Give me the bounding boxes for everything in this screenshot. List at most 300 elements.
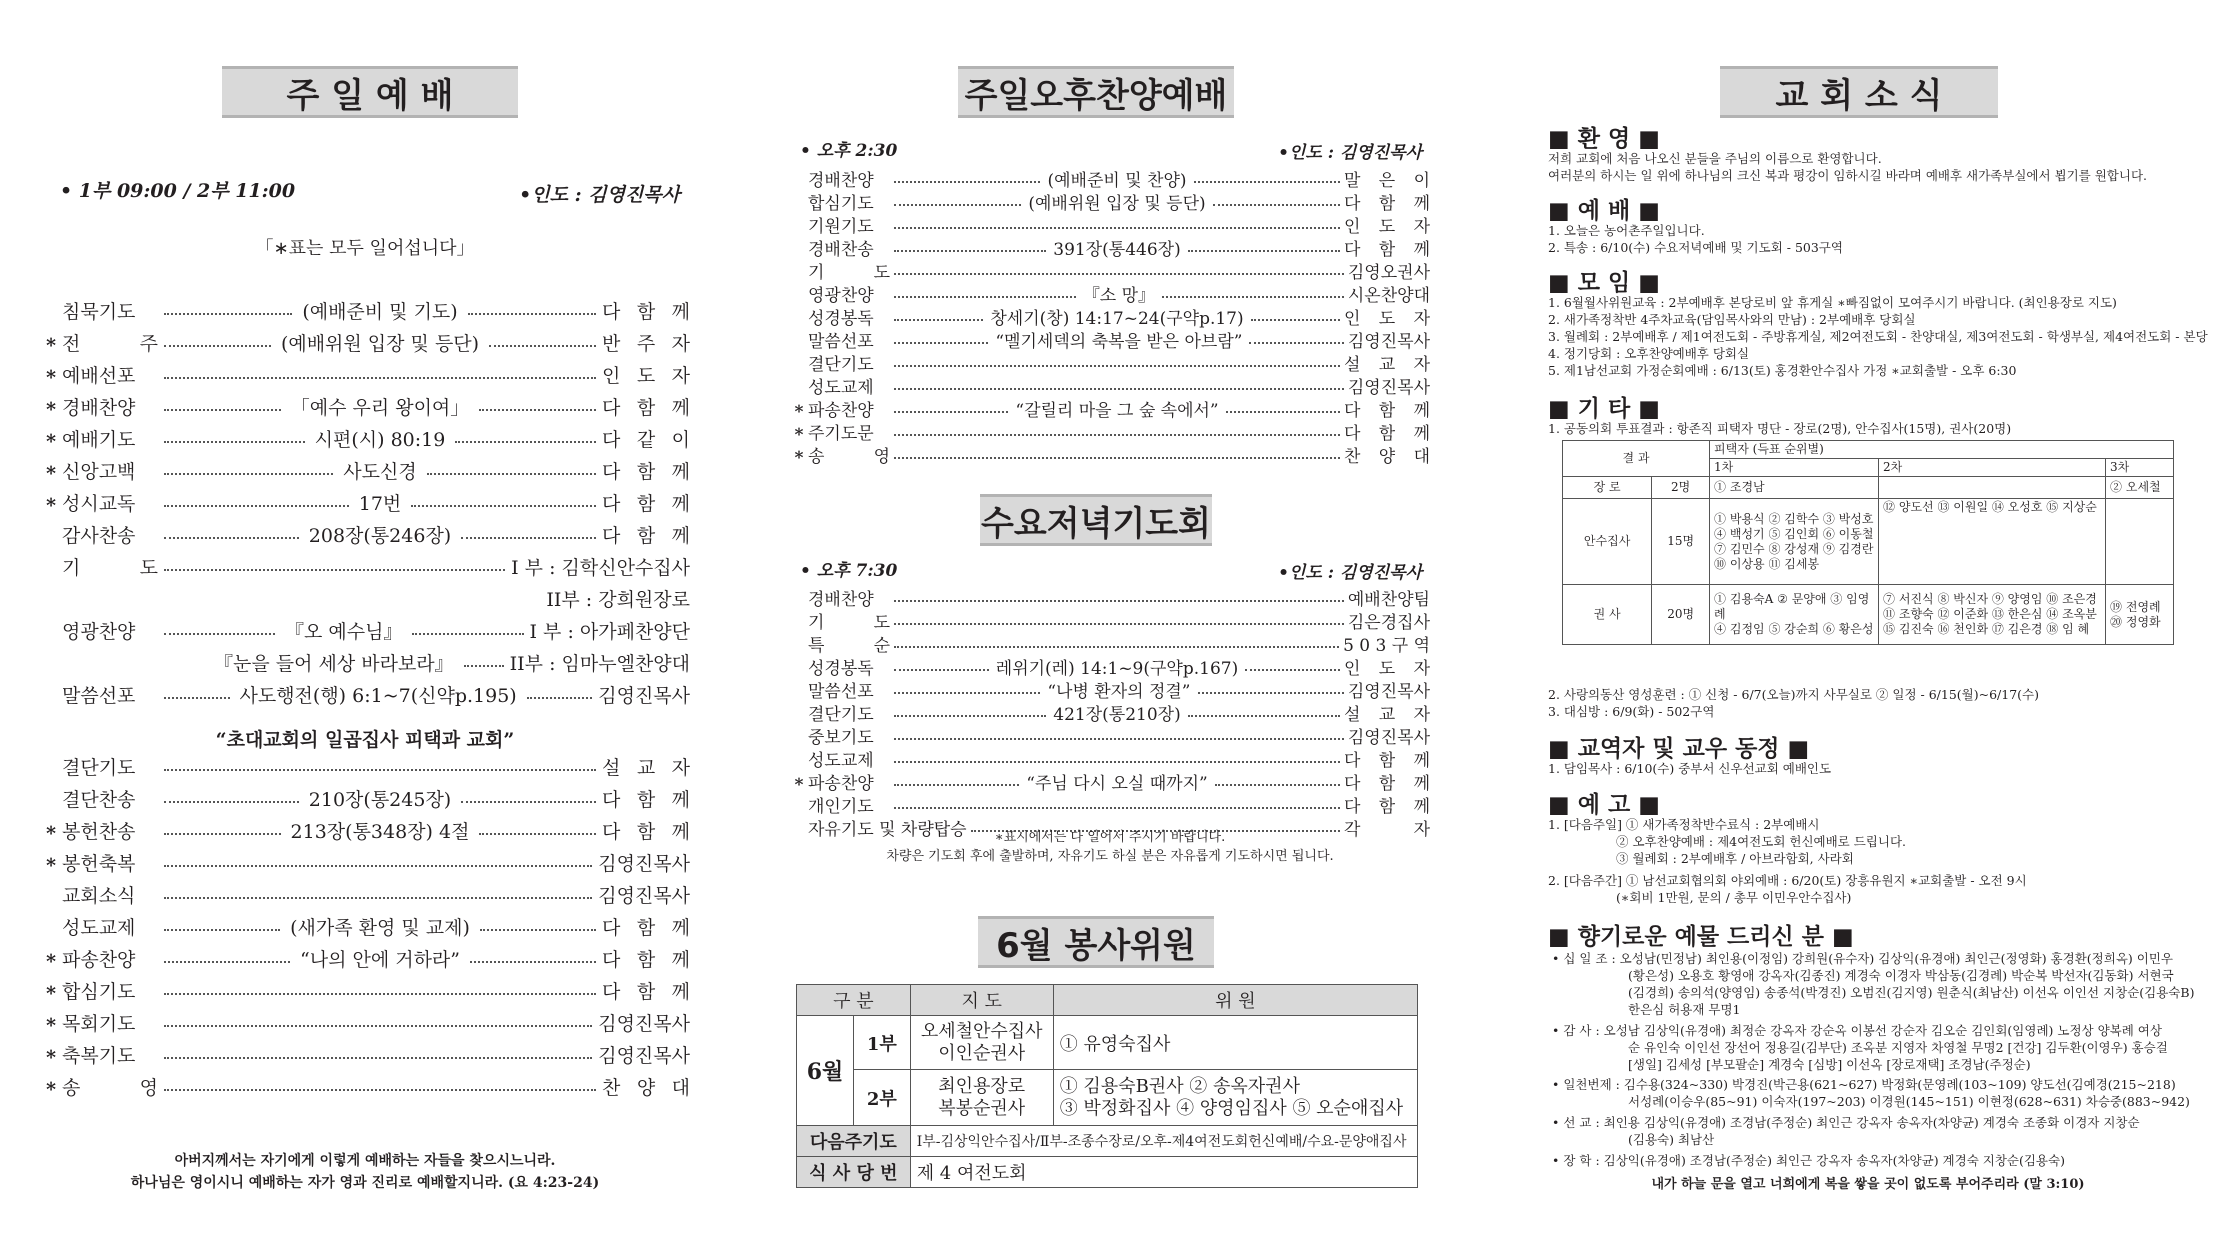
order-row [40,1008,690,1036]
item-person: II부 : 임마누엘찬양대 [509,652,690,675]
item-label: 결단찬송 [62,788,136,811]
item-person: 찬 양 대 [1344,447,1430,467]
leader-dots [468,313,596,315]
item-label: 파송찬양 [808,774,874,794]
leader-dots [894,669,989,671]
leader-cell: 최인용장로 복봉순권사 [910,1070,1053,1126]
item-detail: (새가족 환영 및 교제) [290,916,470,939]
order-row [40,296,690,324]
stand-marker: ∗ [44,851,58,873]
order-row [790,305,1430,328]
item-person: 김영진목사 [598,884,690,907]
order-row [790,236,1430,259]
item-detail: “멜기세덱의 축복을 받은 아브람” [995,332,1243,352]
item-person: 김영진목사 [1347,682,1430,702]
order-row [40,848,690,876]
item-label: 신앙고백 [62,460,136,483]
order-row [40,816,690,844]
stand-marker: ∗ [44,331,58,353]
table-row [1563,499,2174,585]
order-row [790,793,1430,816]
offering-line: 순 유인숙 이인선 장선어 정용길(김부단) 조옥분 지영자 차영철 무명2 [건강] 김두환(이영우) 홍승걸 [1628,1040,2168,1055]
item-person: 김영진목사 [1347,332,1430,352]
item-label: 성도교제 [808,751,874,771]
item-detail: (예배위원 입장 및 등단) [280,332,480,355]
item-label: 경배찬양 [62,396,136,419]
leader-cell: 오세철안수집사 이인순권사 [910,1016,1053,1070]
members-line: ① 김용숙B권사 ② 송옥자권사 [1059,1075,1300,1097]
leader-dots [1188,715,1340,717]
leader-dots [894,227,1340,229]
item-person: 김영진목사 [598,1012,690,1035]
elected-cell [1710,585,1879,645]
item-detail: 391장(통446장) [1053,240,1181,260]
leader-dots [894,296,1076,298]
item-person: 시온찬양대 [1347,286,1430,306]
leader-dots [894,250,1046,252]
meeting-line: 3. 월례회 : 2부예배후 / 제1여전도회 - 주방휴게실, 제2여전도회 - 찬양대실, 제3여전도회 - 학생부실, 제4여전도회 - 본당 [1548,329,2208,344]
table-row [1563,477,2174,499]
item-person: 김영진목사 [598,852,690,875]
standing-note: 「∗표는 모두 일어섭니다」 [255,238,475,259]
elected-line: ⑩ 이상용 ⑪ 김세봉 [1714,556,1820,571]
leader-dots [894,411,1008,413]
elected-line: ④ 김정임 ⑤ 강순희 ⑥ 황은성 [1714,622,1874,636]
item-label: 기원기도 [808,217,874,237]
order-row [40,752,690,780]
leader-dots [164,313,292,315]
title-text: 6월 봉사위원 [996,925,1196,966]
item-label: 성도교제 [62,916,136,939]
item-person: 다 함 께 [1344,194,1430,214]
etc-line: 1. 공동의회 투표결과 : 항존직 피택자 명단 - 장로(2명), 안수집사(15명), 권사(20명) [1548,421,2012,436]
item-person: 말 은 이 [1344,171,1430,191]
stand-marker: ∗ [44,395,58,417]
item-label: 경배찬양 [808,171,874,191]
item-detail: 210장(통245장) [308,788,452,811]
leader-dots [894,715,1046,717]
item-detail: (예배준비 및 찬양) [1047,171,1187,191]
order-row [40,680,690,708]
item-detail: 사도행전(행) 6:1~7(신약p.195) [239,684,517,707]
offering-line: • 일천번제 : 김수용(324~330) 박경진(박근용(621~627) 박정화(문영례(103~109) 양도선(김예경(215~218) [1552,1077,2176,1092]
title-text: 교 회 소 식 [1775,75,1943,116]
service-times: • 1부 09:00 / 2부 11:00 [60,180,296,202]
staff-news-heading: ■ 교역자 및 교우 동정 ■ [1548,736,1810,762]
order-row [40,552,690,580]
notice-line: ② 오후찬양예배 : 제4여전도회 헌신예배로 드립니다. [1616,834,1907,849]
header-elected: 피택자 (득표 순위별) [1710,441,2174,459]
leader-dots [894,784,1019,786]
leader-dots [164,801,299,803]
order-row [790,655,1430,678]
order-row [790,374,1430,397]
title-text: 주 일 예 배 [286,75,454,116]
leader-dots [894,600,1344,602]
leader-dots [164,537,299,539]
order-row [790,724,1430,747]
order-row [790,259,1430,282]
afternoon-order [790,167,1430,467]
elected-cell [1710,499,1879,585]
leader-dots [455,441,596,443]
table-row [797,1126,1418,1157]
item-detail: 사도신경 [343,460,417,483]
item-label: 침묵기도 [62,300,136,323]
item-label: 성경봉독 [808,659,874,679]
order-row [790,397,1430,420]
item-label: 말씀선포 [808,332,874,352]
leader-dots [464,665,504,667]
order-row [790,586,1430,609]
meeting-line: 5. 제1남선교회 가정순회예배 : 6/13(토) 홍경환안수집사 가정 ∗교회출발 - 오후 6:30 [1548,363,2017,378]
leader-dots [164,633,275,635]
leader-dots [164,769,596,771]
stand-marker: ∗ [793,421,805,442]
item-detail: “갈릴리 마을 그 숲 속에서” [1015,401,1219,421]
item-detail: “나의 안에 거하라” [300,948,460,971]
item-detail: (예배준비 및 기도) [302,300,458,323]
elected-cell [1879,585,2106,645]
order-row [790,770,1430,793]
item-person: 다 함 께 [1344,240,1430,260]
item-label: 특 순 [808,636,890,656]
item-person: 김영진목사 [1347,378,1430,398]
stand-marker: ∗ [44,459,58,481]
order-row [790,443,1430,466]
leader-dots [164,1057,592,1059]
leader-dots [164,441,305,443]
item-person: 다 함 께 [602,300,691,323]
notice-heading: ■ 예 고 ■ [1548,792,1660,818]
order-row [40,456,690,484]
order-of-service-1 [40,296,690,716]
offering-heading: ■ 향기로운 예물 드리신 분 ■ [1548,924,1854,950]
item-label: 결단기도 [808,705,874,725]
sunday-worship-column [40,0,690,1240]
header-result: 결 과 [1563,441,1710,477]
part-cell: 1부 [854,1016,911,1070]
order-row [790,632,1430,655]
leader-dots [894,692,1040,694]
next-week-label: 다음주기도 [797,1126,911,1157]
meeting-line: 2. 새가족정착반 4주차교육(담임목사와의 만남) : 2부예배후 당회실 [1548,312,1916,327]
title-text: 수요저녁기도회 [981,503,1211,544]
leader-dots [894,457,1340,459]
item-label: 결단기도 [62,756,136,779]
leader-dots [1226,411,1340,413]
vote-results-table [1562,440,2174,645]
item-person: I 부 : 김학신안수집사 [511,556,690,579]
item-label: 성시교독 [62,492,136,515]
item-label: 개인기도 [808,797,874,817]
leader-dots [894,761,1340,763]
item-person: 다 함 께 [1344,751,1430,771]
item-person: 다 함 께 [602,396,690,419]
stand-marker: ∗ [793,398,805,419]
church-news-title [1720,66,1998,118]
order-row [790,190,1430,213]
item-person: 다 함 께 [602,524,691,547]
offering-line: • 선 교 : 최인용 김상익(유경애) 조경남(주정순) 최인근 강옥자 송옥자(차양균) 계경숙 조종화 이경자 지창순 [1552,1115,2140,1130]
wednesday-time: • 오후 7:30 [800,561,898,581]
header-leader: 지 도 [910,985,1053,1016]
elected-line: ① 박용식 ② 김학수 ③ 박성호 [1714,511,1874,526]
leader-dots [164,345,271,347]
order-row [40,880,690,908]
leader-dots [470,961,596,963]
elected-line: ⑦ 서진식 ⑧ 박신자 ⑨ 양영임 ⑩ 조은경 [1883,592,2097,606]
office-cell: 권 사 [1563,585,1652,645]
meal-duty-label: 식 사 당 번 [797,1157,911,1188]
count-cell: 20명 [1652,585,1710,645]
item-detail: 「예수 우리 왕이여」 [290,396,470,419]
order-row [40,648,690,676]
next-week-value: Ⅰ부-김상익안수집사/Ⅱ부-조종수장로/오후-제4여전도회헌신예배/수요-문양애집사 [910,1126,1417,1157]
leader-dots [164,897,592,899]
meeting-line: 4. 정기당회 : 오후찬양예배후 당회실 [1548,346,1750,361]
item-detail: 『눈을 들어 세상 바라보라』 [214,652,454,675]
leader-dots [527,697,593,699]
order-row [40,392,690,420]
count-cell: 15명 [1652,499,1710,585]
offering-line: 서성례(이승우(85~91) 이숙자(197~203) 이경원(145~151) 이현정(628~631) 차승중(883~942) [1628,1094,2190,1109]
wednesday-order [790,586,1430,846]
order-row [40,424,690,452]
sermon-title: “초대교회의 일곱집사 피택과 교회” [215,729,515,751]
scripture-verse [40,1150,690,1194]
item-detail: 레위기(레) 14:1~9(구약p.167) [995,659,1239,679]
item-person: 인 도 자 [1344,659,1430,679]
order-row [40,912,690,940]
item-label: 영광찬양 [62,620,136,643]
order-row [790,701,1430,724]
june-servers-table [796,984,1418,1188]
item-person: 설 교 자 [1344,705,1430,725]
etc-line: 3. 대심방 : 6/9(화) - 502구역 [1548,704,1715,719]
item-person: II부 : 강희원장로 [546,588,690,611]
item-label: 봉헌찬송 [62,820,136,843]
table-row [797,1016,1418,1070]
item-detail: 『소 망』 [1082,286,1156,306]
leader-dots [427,473,596,475]
leader-dots [894,646,1339,648]
notice-line: 1. [다음주일] ① 새가족정착반수료식 : 2부예배시 [1548,817,1820,832]
item-label: 경배찬양 [808,590,874,610]
leader-dots [412,633,523,635]
leader-dots [1249,342,1343,344]
month-cell: 6월 [797,1016,854,1126]
stand-marker: ∗ [44,1011,58,1033]
item-label: 축복기도 [62,1044,136,1067]
elected-line: ⑦ 김민수 ⑧ 강성재 ⑨ 김경란 [1714,541,1874,556]
item-label: 자유기도 및 차량탑승 [808,820,967,840]
item-label: 파송찬양 [808,401,874,421]
leader-dots [894,434,1340,436]
item-person: 다 함 께 [1344,424,1430,444]
leader-dots [1213,204,1340,206]
meal-duty-value: 제 4 여전도회 [910,1157,1417,1188]
header-division: 구 분 [797,985,911,1016]
stand-marker: ∗ [44,819,58,841]
leader-dots [894,319,983,321]
members-cell [1053,1070,1417,1126]
item-detail: “나병 환자의 정결” [1047,682,1191,702]
leader-dots [164,993,596,995]
stand-marker: ∗ [44,979,58,1001]
item-label: 송 영 [62,1076,158,1099]
order-row [790,167,1430,190]
stand-marker: ∗ [44,1075,58,1097]
leader-dots [1162,296,1344,298]
afternoon-time: • 오후 2:30 [800,141,898,161]
leader-dots [164,409,281,411]
leader-dots [164,865,592,867]
order-row [790,609,1430,632]
welcome-heading: ■ 환 영 ■ [1548,126,1660,152]
item-detail: “주님 다시 오실 때까지” [1026,774,1208,794]
wednesday-leader: •인도 : 김영진목사 [1278,563,1422,583]
item-label: 주기도문 [808,424,874,444]
item-person: 다 함 께 [602,916,690,939]
title-text: 주일오후찬양예배 [964,75,1228,116]
order-row [40,328,690,356]
item-detail: 17번 [358,492,402,515]
leader-dots [480,929,596,931]
item-person: I 부 : 아가페찬양단 [529,620,691,643]
welcome-line: 여러분의 하시는 일 위에 하나님의 크신 복과 평강이 임하시길 바라며 예배후 새가족부실에서 뵙기를 원합니다. [1548,168,2148,183]
order-row [40,584,690,612]
order-row [790,328,1430,351]
order-of-service-2 [40,752,690,1112]
june-servers-title [978,916,1214,968]
leader-dots [164,833,281,835]
item-label: 교회소식 [62,884,136,907]
table-row [1563,441,2174,459]
leader-dots [164,377,596,379]
offering-line: • 감 사 : 오성남 김상익(유경애) 최정순 강옥자 강순옥 이봉선 강순자 김오순 김인회(임영례) 노정상 양복례 여상 [1552,1023,2162,1038]
item-label: 봉헌축복 [62,852,136,875]
elected-line: ⑲ 전영례 [2110,599,2161,614]
order-row [40,944,690,972]
worship-line: 1. 오늘은 농어촌주일입니다. [1548,223,1705,238]
leader-dots [164,569,505,571]
leader-dots [164,1025,592,1027]
stand-marker: ∗ [44,491,58,513]
welcome-line: 저희 교회에 처음 나오신 분들을 주님의 이름으로 환영합니다. [1548,151,1882,166]
table-row [1563,585,2174,645]
order-row [40,616,690,644]
item-person: 다 함 께 [602,788,691,811]
order-row [790,351,1430,374]
leader-dots [894,738,1344,740]
item-detail: (예배위원 입장 및 등단) [1028,194,1206,214]
item-label: 예배선포 [62,364,136,387]
leader-dots [1251,319,1340,321]
note-line-2: 차량은 기도회 후에 출발하며, 자유기도 하실 분은 자유롭게 기도하시면 됩니다. [886,849,1334,864]
item-label: 경배찬송 [808,240,874,260]
leader-dots [411,505,596,507]
item-label: 송 영 [808,447,890,467]
item-person: 각 자 [1344,820,1430,840]
stand-marker: ∗ [44,1043,58,1065]
leader-dots [1188,250,1340,252]
notice-line: ③ 월례회 : 2부예배후 / 아브라함회, 사라회 [1616,851,1854,866]
item-person: 김영진목사 [1347,728,1430,748]
item-person: 다 함 께 [1344,401,1430,421]
stand-marker: ∗ [44,363,58,385]
item-detail: 『오 예수님』 [285,620,403,643]
round-3: 3차 [2106,459,2174,477]
verse-line-1: 아버지께서는 자기에게 이렇게 예배하는 자들을 찾으시느니라. [174,1153,556,1169]
church-news-column [1548,0,2208,1240]
office-cell: 장 로 [1563,477,1652,499]
leader-dots [894,181,1040,183]
offering-line: • 장 학 : 김상익(유경애) 조경남(주정순) 최인근 강옥자 송옥자(차양균) 계경숙 지창순(김용숙) [1552,1153,2065,1168]
item-person: 다 함 께 [602,460,691,483]
meeting-heading: ■ 모 임 ■ [1548,270,1660,296]
worship-line: 2. 특송 : 6/10(수) 수요저녁예배 및 기도회 - 503구역 [1548,240,1843,255]
table-row [797,1157,1418,1188]
elected-line: ⑮ 김진숙 ⑯ 천인화 ⑰ 김은경 ⑱ 임 혜 [1883,622,2090,636]
offering-line: (김경희) 송의석(양영임) 송종석(박경진) 오범진(김지영) 원춘식(최남산) 이선옥 이인선 지창순(김용숙B) [1628,985,2195,1000]
leader-dots [164,1089,596,1091]
staff-news-line: 1. 담임목사 : 6/10(수) 중부서 신우선교회 예배인도 [1548,761,1832,776]
offering-line: 한은심 허용재 무명1 [1628,1002,1741,1017]
notice-line: (∗회비 1만원, 문의 / 총무 이민우안수집사) [1616,890,1852,905]
item-person: 김영오권사 [1347,263,1430,283]
item-label: 성도교제 [808,378,874,398]
note-line-1: ∗표시에서는 다 일어서 주시기 바랍니다. [994,830,1226,845]
item-person: 김영진목사 [598,1044,690,1067]
item-label: 감사찬송 [62,524,136,547]
worship-heading: ■ 예 배 ■ [1548,198,1660,224]
members-line: ③ 박정화집사 ④ 양영임집사 ⑤ 오순애집사 [1059,1097,1404,1119]
leader-dots [164,505,349,507]
order-row [40,1072,690,1100]
item-person: 반 주 자 [602,332,691,355]
leader-dots [894,365,1340,367]
offering-line: • 십 일 조 : 오성남(민정남) 최인용(이정임) 강희원(유수자) 김상익(유경애) 최인근(정영화) 홍경환(정희옥) 이민우 [1552,951,2173,966]
order-row [40,784,690,812]
order-row [790,747,1430,770]
item-person: 인 도 자 [1344,309,1431,329]
order-row [40,360,690,388]
elected-cell [2106,585,2174,645]
leader-dots [461,801,596,803]
item-person: 다 함 께 [1344,797,1430,817]
item-label: 목회기도 [62,1012,136,1035]
item-detail: 208장(통246장) [308,524,452,547]
wednesday-notes [790,828,1430,866]
round-1: 1차 [1710,459,1879,477]
item-person: 다 함 께 [602,980,690,1003]
item-person: 찬 양 대 [602,1076,690,1099]
part-cell: 2부 [854,1070,911,1126]
elected-cell: ⑫ 양도선 ⑬ 이원일 ⑭ 오성호 ⑮ 지상순 [1879,499,2106,585]
item-detail: 213장(통348장) 4절 [290,820,470,843]
item-person: 인 도 자 [1344,217,1430,237]
order-row [40,520,690,548]
notice-line: 2. [다음주간] ① 남선교회협의회 야외예배 : 6/20(토) 장흥유원지 ∗교회출발 - 오전 9시 [1548,873,2027,888]
offering-line: (김용숙) 최남산 [1628,1132,1715,1147]
item-person: 예배찬양팀 [1347,590,1430,610]
stand-marker: ∗ [44,947,58,969]
item-label: 기 도 [808,263,890,283]
item-person: 다 함 께 [602,492,690,515]
item-label: 영광찬양 [808,286,874,306]
leader-dots [894,388,1344,390]
